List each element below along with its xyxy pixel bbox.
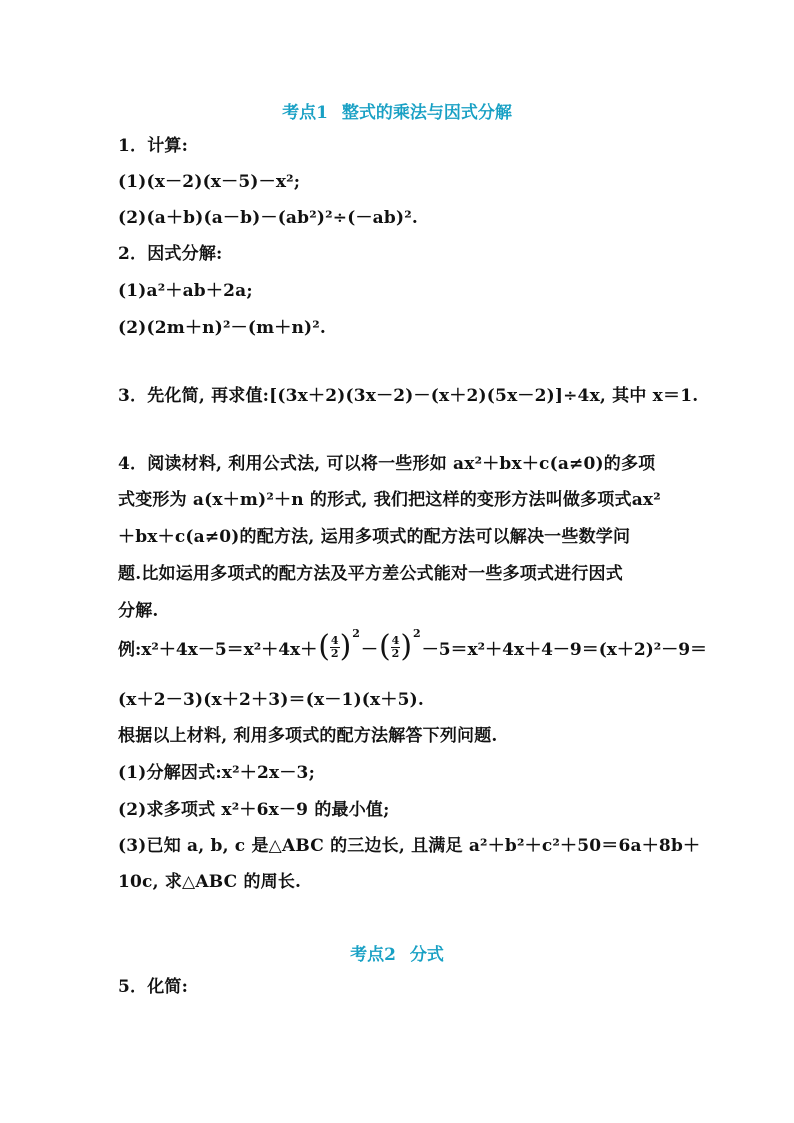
question-4-line-3: ＋bx＋c(a≠0)的配方法, 运用多项式的配方法可以解决一些数学问 <box>118 527 631 547</box>
right-paren: ) <box>400 629 413 664</box>
question-4-line-2: 式变形为 a(x＋m)²＋n 的形式, 我们把这样的变形方法叫做多项式ax² <box>118 490 661 510</box>
question-1-item-2: (2)(a＋b)(a－b)－(ab²)²÷(－ab)². <box>118 208 418 228</box>
fraction-squared-1 <box>318 626 360 664</box>
question-4-line-4: 题.比如运用多项式的配方法及平方差公式能对一些多项式进行因式 <box>118 564 623 584</box>
question-2-title: 2．因式分解: <box>118 244 223 264</box>
fraction-numerator: 4 <box>391 633 400 647</box>
section-label: 考点1 <box>282 103 328 123</box>
fraction <box>391 635 401 660</box>
question-4-item-1: (1)分解因式:x²＋2x－3; <box>118 763 316 783</box>
question-4-item-3-continued: 10c, 求△ABC 的周长. <box>118 872 302 892</box>
section-label: 考点2 <box>350 945 396 965</box>
fraction-denominator: 2 <box>391 646 400 660</box>
question-4-item-3: (3)已知 a, b, c 是△ABC 的三边长, 且满足 a²＋b²＋c²＋50＝6a＋8b＋ <box>118 836 701 856</box>
example-minus: － <box>360 639 378 660</box>
section-title: 整式的乘法与因式分解 <box>341 103 512 123</box>
example-formula <box>118 626 708 664</box>
fraction-denominator: 2 <box>330 646 339 660</box>
question-4-instruction: 根据以上材料, 利用多项式的配方法解答下列问题. <box>118 726 498 746</box>
section-heading-1 <box>0 98 794 123</box>
question-2-item-2: (2)(2m＋n)²－(m＋n)². <box>118 318 327 338</box>
question-4-item-2: (2)求多项式 x²＋6x－9 的最小值; <box>118 800 390 820</box>
section-heading-2 <box>0 940 794 965</box>
question-4-line-5: 分解. <box>118 601 159 621</box>
fraction <box>330 635 340 660</box>
example-line-2: (x＋2－3)(x＋2＋3)＝(x－1)(x＋5). <box>118 690 424 710</box>
section-title: 分式 <box>409 945 444 965</box>
question-5-title: 5．化简: <box>118 977 189 997</box>
left-paren: ( <box>318 629 330 664</box>
question-2-item-1: (1)a²＋ab＋2a; <box>118 281 253 301</box>
right-paren: ) <box>339 629 352 664</box>
question-1-title: 1．计算: <box>118 136 189 156</box>
fraction-squared-2 <box>378 626 421 664</box>
example-part-1: 例:x²＋4x－5＝x²＋4x＋ <box>118 639 318 660</box>
question-4-line-1: 4．阅读材料, 利用公式法, 可以将一些形如 ax²＋bx＋c(a≠0)的多项 <box>118 454 656 474</box>
exponent: 2 <box>352 626 360 640</box>
question-3: 3．先化简, 再求值:[(3x＋2)(3x－2)－(x＋2)(5x－2)]÷4x, 其中 x＝1. <box>118 386 699 406</box>
fraction-numerator: 4 <box>330 633 339 647</box>
left-paren: ( <box>378 629 391 664</box>
exponent: 2 <box>413 626 421 640</box>
question-1-item-1: (1)(x－2)(x－5)－x²; <box>118 172 301 192</box>
example-part-2: －5＝x²＋4x＋4－9＝(x＋2)²－9＝ <box>421 639 708 660</box>
